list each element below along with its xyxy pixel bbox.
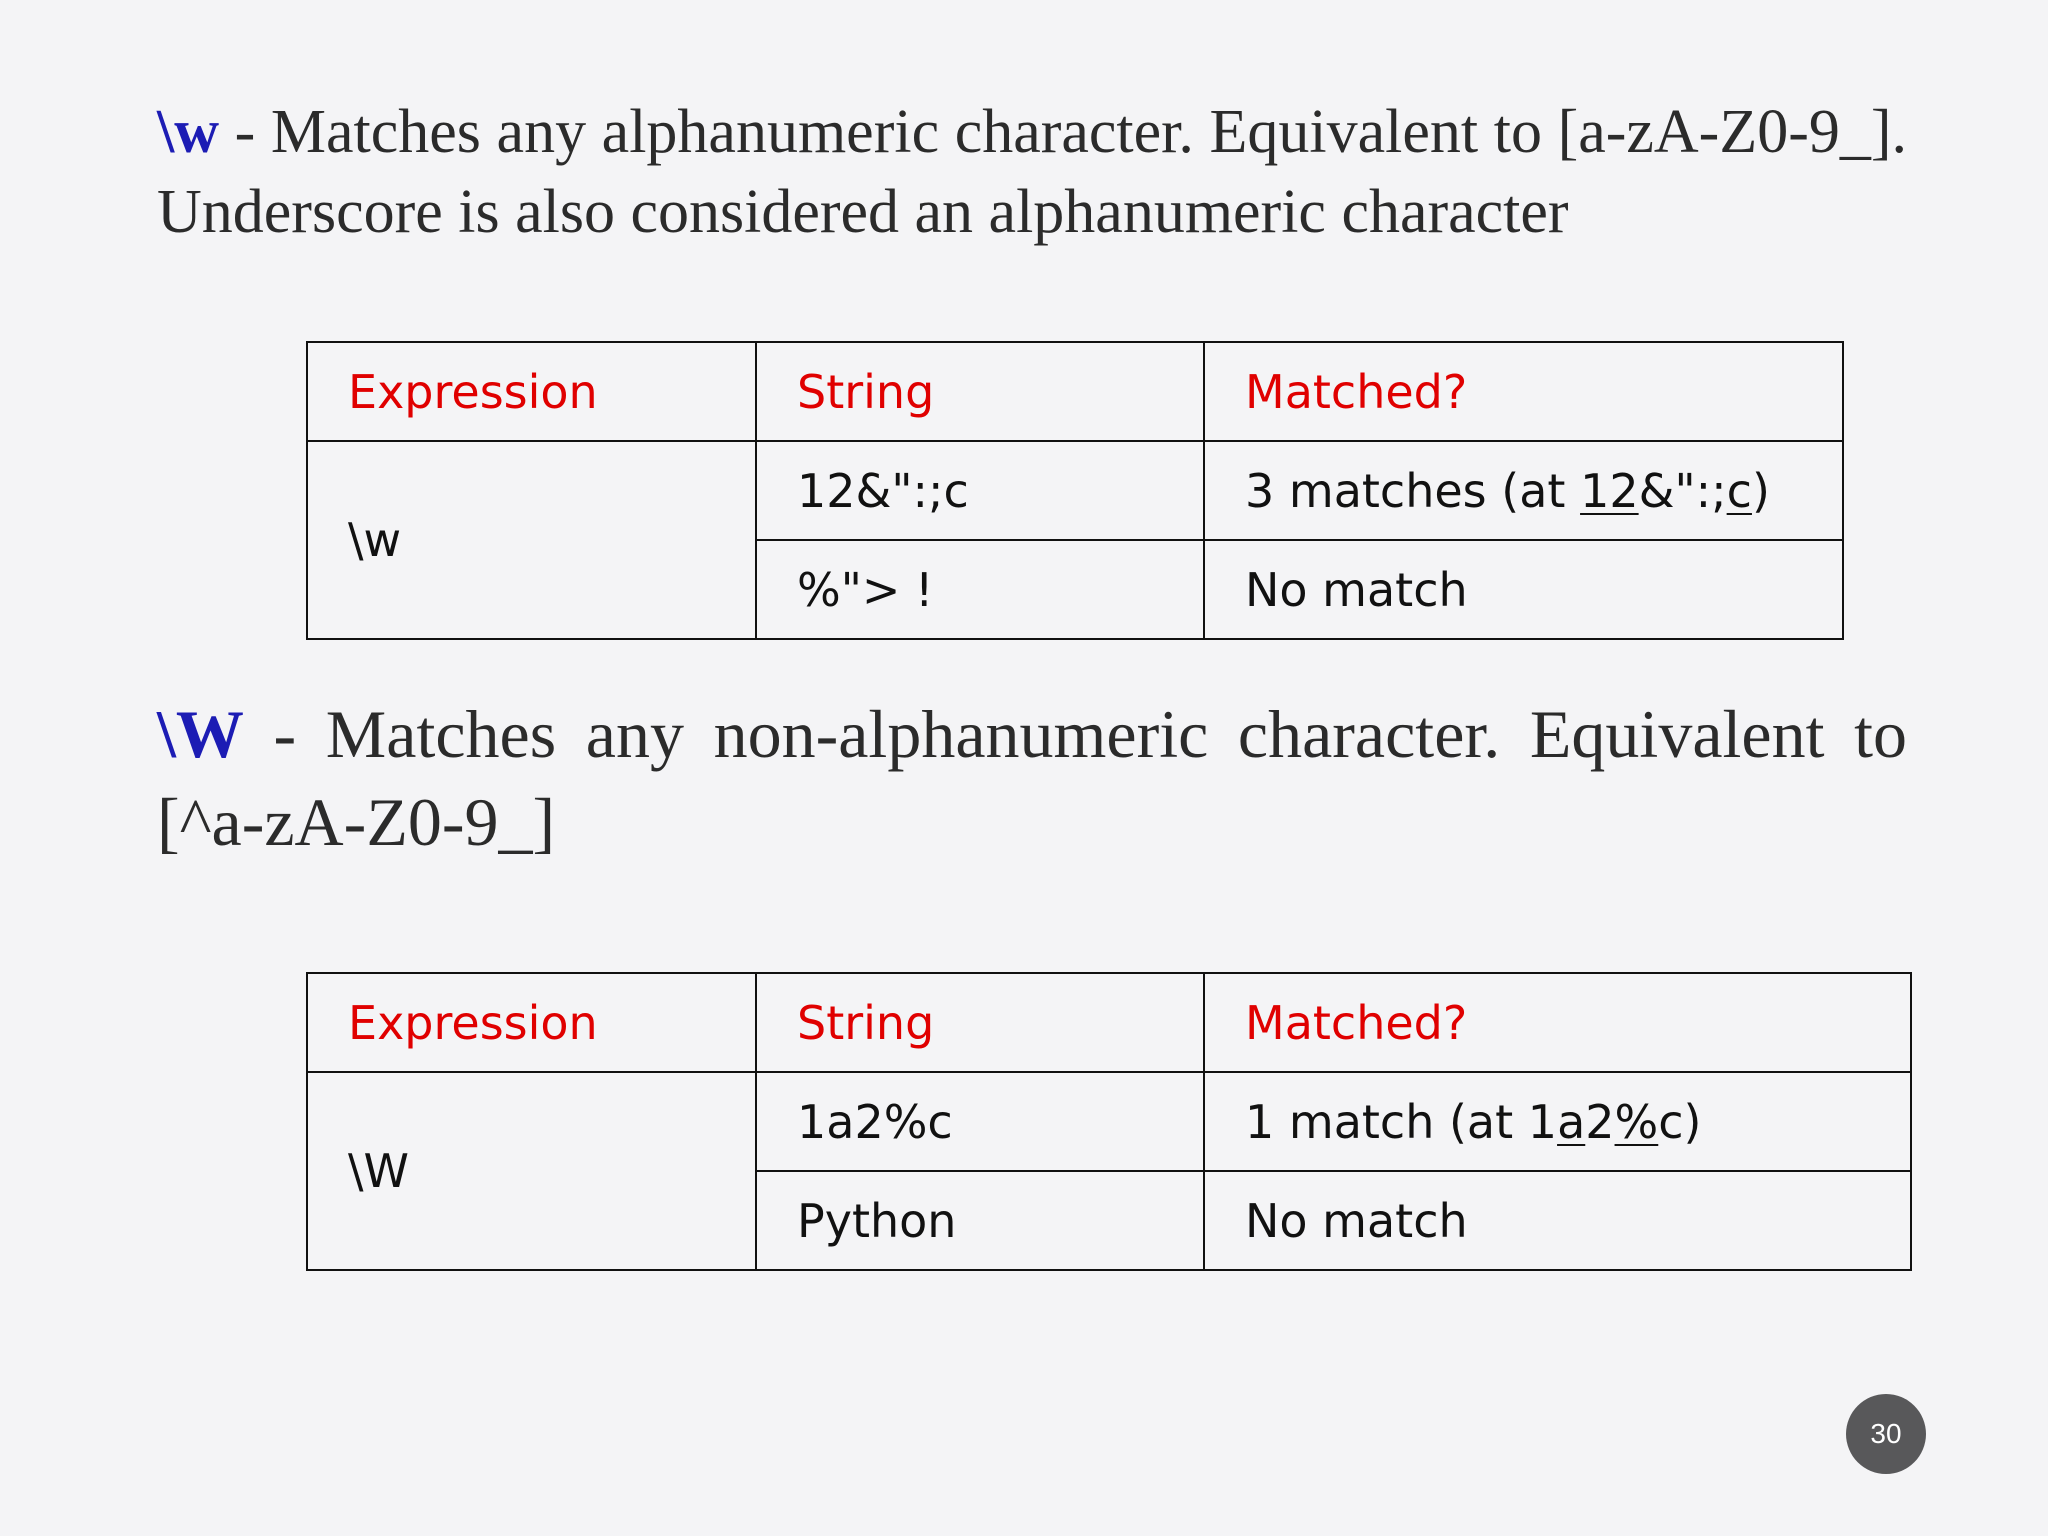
string-cell: %"> ! bbox=[756, 540, 1204, 639]
matched-separator: ; bbox=[1711, 463, 1727, 518]
string-cell: 12&":;c bbox=[756, 441, 1204, 540]
string-cell: 1a2%c bbox=[756, 1072, 1204, 1171]
table-row bbox=[307, 441, 1843, 540]
page-number: 30 bbox=[1870, 1418, 1902, 1449]
expression-cell: \w bbox=[307, 441, 756, 639]
expression-cell: \W bbox=[307, 1072, 756, 1270]
page-number-badge bbox=[1846, 1394, 1926, 1474]
matched-highlight: c bbox=[1726, 463, 1752, 518]
header-expression: Expression bbox=[307, 342, 756, 441]
matched-middle: 2 bbox=[1585, 1094, 1615, 1149]
section-1-description bbox=[157, 92, 1907, 252]
matched-suffix: ) bbox=[1751, 463, 1770, 518]
matched-middle: &": bbox=[1638, 463, 1712, 518]
section-1-text: - Matches any alphanumeric character. Equivalent to [a-zA-Z0-9_]. Underscore is also considered an alphanumeric character bbox=[157, 98, 1907, 246]
string-cell: Python bbox=[756, 1171, 1204, 1270]
section-2-description bbox=[157, 690, 1907, 866]
table-row bbox=[307, 1072, 1911, 1171]
matched-suffix: c) bbox=[1658, 1094, 1702, 1149]
table-W-examples bbox=[306, 972, 1912, 1271]
matched-cell bbox=[1204, 441, 1843, 540]
matched-cell: No match bbox=[1204, 1171, 1911, 1270]
table-header-row bbox=[307, 342, 1843, 441]
matched-highlight: 12 bbox=[1580, 463, 1639, 518]
keyword-w: \w bbox=[157, 98, 219, 166]
matched-cell: No match bbox=[1204, 540, 1843, 639]
table-header-row bbox=[307, 973, 1911, 1072]
header-matched: Matched? bbox=[1204, 342, 1843, 441]
header-matched: Matched? bbox=[1204, 973, 1911, 1072]
matched-cell bbox=[1204, 1072, 1911, 1171]
matched-prefix: 3 matches (at bbox=[1245, 463, 1581, 518]
header-expression: Expression bbox=[307, 973, 756, 1072]
header-string: String bbox=[756, 342, 1204, 441]
matched-highlight: a bbox=[1557, 1094, 1586, 1149]
matched-prefix: 1 match (at 1 bbox=[1245, 1094, 1558, 1149]
table-w-examples bbox=[306, 341, 1844, 640]
keyword-W: \W bbox=[157, 696, 244, 772]
section-2-text: - Matches any non-alphanumeric character. Equivalent to [^a-zA-Z0-9_] bbox=[157, 696, 1907, 860]
matched-highlight: % bbox=[1614, 1094, 1659, 1149]
header-string: String bbox=[756, 973, 1204, 1072]
